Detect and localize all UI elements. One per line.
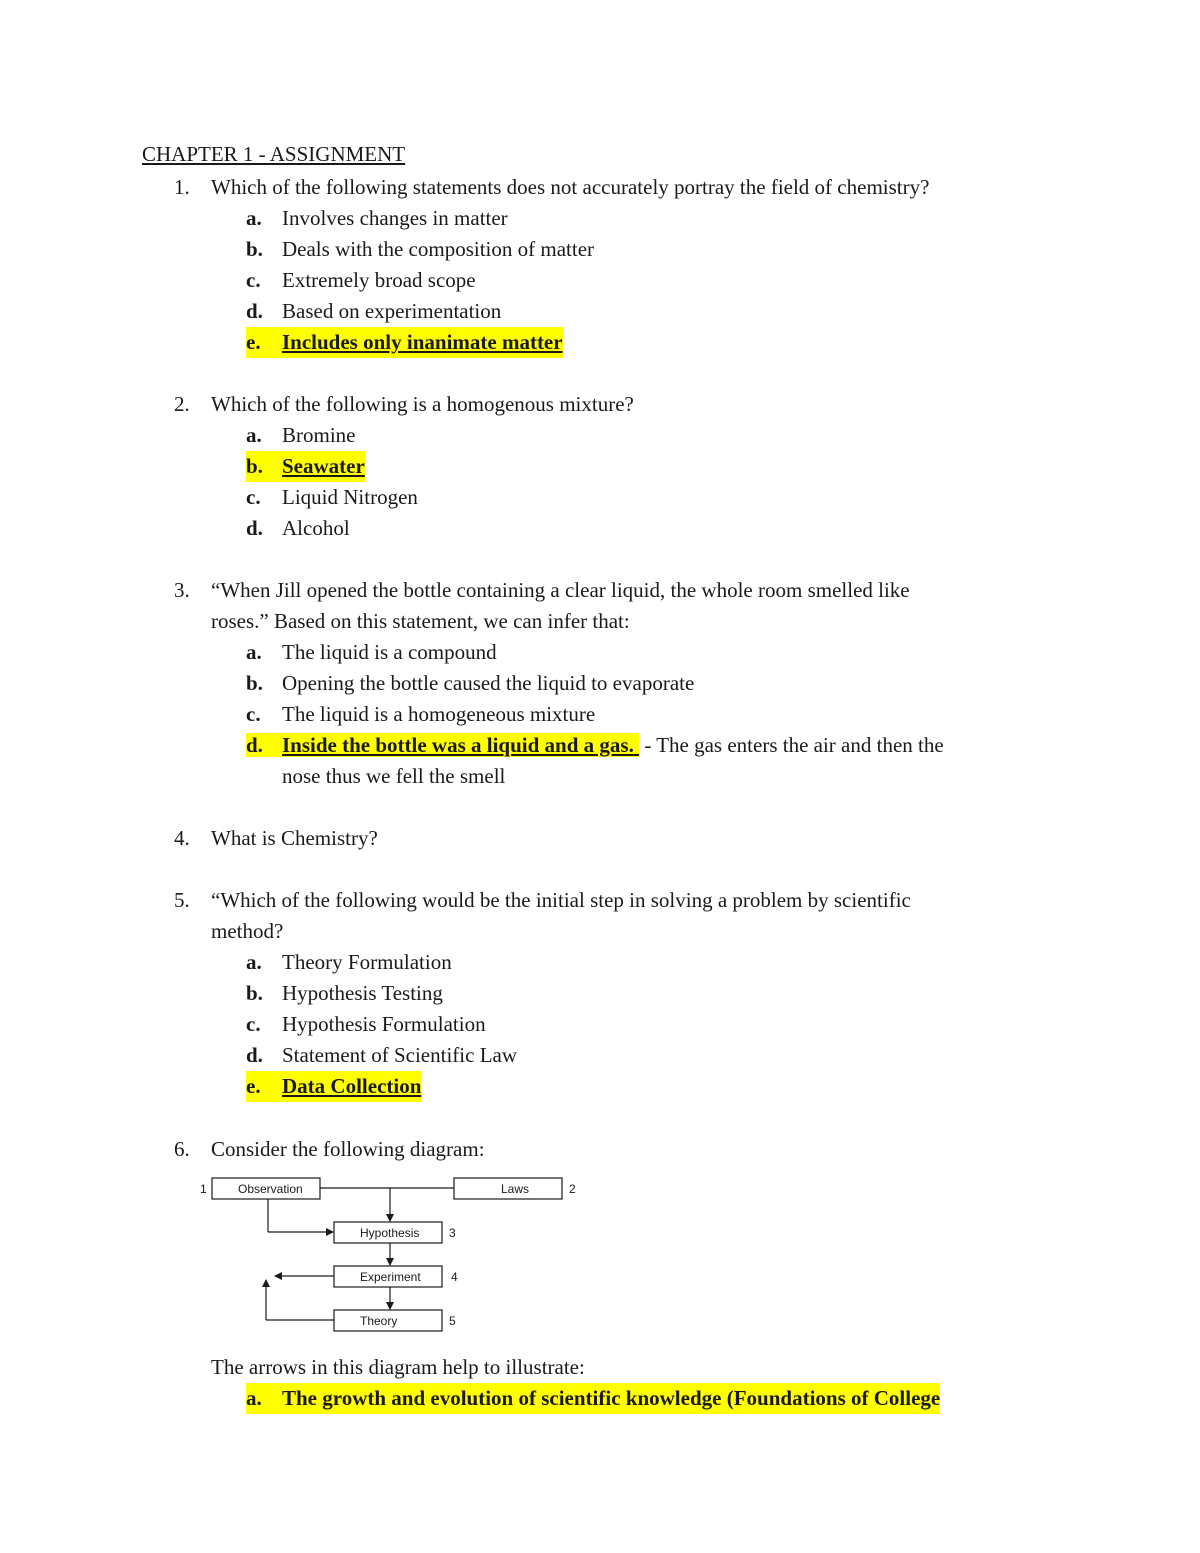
q3-option-d-answer: d. Inside the bottle was a liquid and a gas. - The gas enters the air and then the xyxy=(246,733,944,757)
q3-option-a: a. The liquid is a compound xyxy=(246,640,497,664)
question-6-followup: The arrows in this diagram help to illustrate: xyxy=(211,1355,585,1379)
question-2-text: Which of the following is a homogenous mixture? xyxy=(211,392,634,416)
question-3-text-line1: “When Jill opened the bottle containing a clear liquid, the whole room smelled like xyxy=(211,578,910,602)
q1-option-d: d. Based on experimentation xyxy=(246,299,502,323)
q3-option-b: b. Opening the bottle caused the liquid to evaporate xyxy=(246,671,695,695)
laws-label: Laws xyxy=(501,1182,530,1196)
hypothesis-number: 3 xyxy=(449,1226,456,1240)
observation-label: Observation xyxy=(238,1182,303,1196)
q5-option-a: a. Theory Formulation xyxy=(246,950,452,974)
q1-option-a: a. Involves changes in matter xyxy=(246,206,508,230)
question-2-number: 2. xyxy=(174,392,190,416)
experiment-label: Experiment xyxy=(360,1270,421,1284)
q1-option-b: b. Deals with the composition of matter xyxy=(246,237,595,261)
question-5-number: 5. xyxy=(174,888,190,912)
hypothesis-label: Hypothesis xyxy=(360,1226,420,1240)
observation-number: 1 xyxy=(200,1182,207,1196)
scientific-method-diagram xyxy=(196,1172,596,1334)
question-5-text-line2: method? xyxy=(211,919,284,943)
q5-option-d: d. Statement of Scientific Law xyxy=(246,1043,518,1067)
question-4-text: What is Chemistry? xyxy=(211,826,378,850)
q6-option-a-answer: a. The growth and evolution of scientific knowledge (Foundations of College xyxy=(246,1383,940,1414)
q5-option-b: b. Hypothesis Testing xyxy=(246,981,443,1005)
question-4-number: 4. xyxy=(174,826,190,850)
q5-option-c: c. Hypothesis Formulation xyxy=(246,1012,486,1036)
theory-label: Theory xyxy=(360,1314,398,1328)
q2-option-a: a. Bromine xyxy=(246,423,356,447)
question-1-number: 1. xyxy=(174,175,190,199)
page-title: CHAPTER 1 - ASSIGNMENT xyxy=(142,142,406,166)
q3-answer-note: - The gas enters the air and then the xyxy=(639,733,944,757)
question-6-number: 6. xyxy=(174,1137,190,1161)
q2-option-d: d. Alcohol xyxy=(246,516,350,540)
question-1-text: Which of the following statements does not accurately portray the field of chemistry? xyxy=(211,175,930,199)
question-5-text-line1: “Which of the following would be the initial step in solving a problem by scientific xyxy=(211,888,911,912)
q3-option-c: c. The liquid is a homogeneous mixture xyxy=(246,702,596,726)
q1-option-e-answer: e. Includes only inanimate matter xyxy=(246,327,563,358)
q3-answer-note-continued: nose thus we fell the smell xyxy=(282,764,506,788)
question-3-number: 3. xyxy=(174,578,190,602)
q2-option-c: c. Liquid Nitrogen xyxy=(246,485,418,509)
laws-number: 2 xyxy=(569,1182,576,1196)
question-6-text: Consider the following diagram: xyxy=(211,1137,485,1161)
experiment-number: 4 xyxy=(451,1270,458,1284)
question-3-text-line2: roses.” Based on this statement, we can infer that: xyxy=(211,609,630,633)
q1-option-c: c. Extremely broad scope xyxy=(246,268,476,292)
theory-number: 5 xyxy=(449,1314,456,1328)
q2-option-b-answer: b. Seawater xyxy=(246,451,365,482)
q5-option-e-answer: e. Data Collection xyxy=(246,1071,421,1102)
